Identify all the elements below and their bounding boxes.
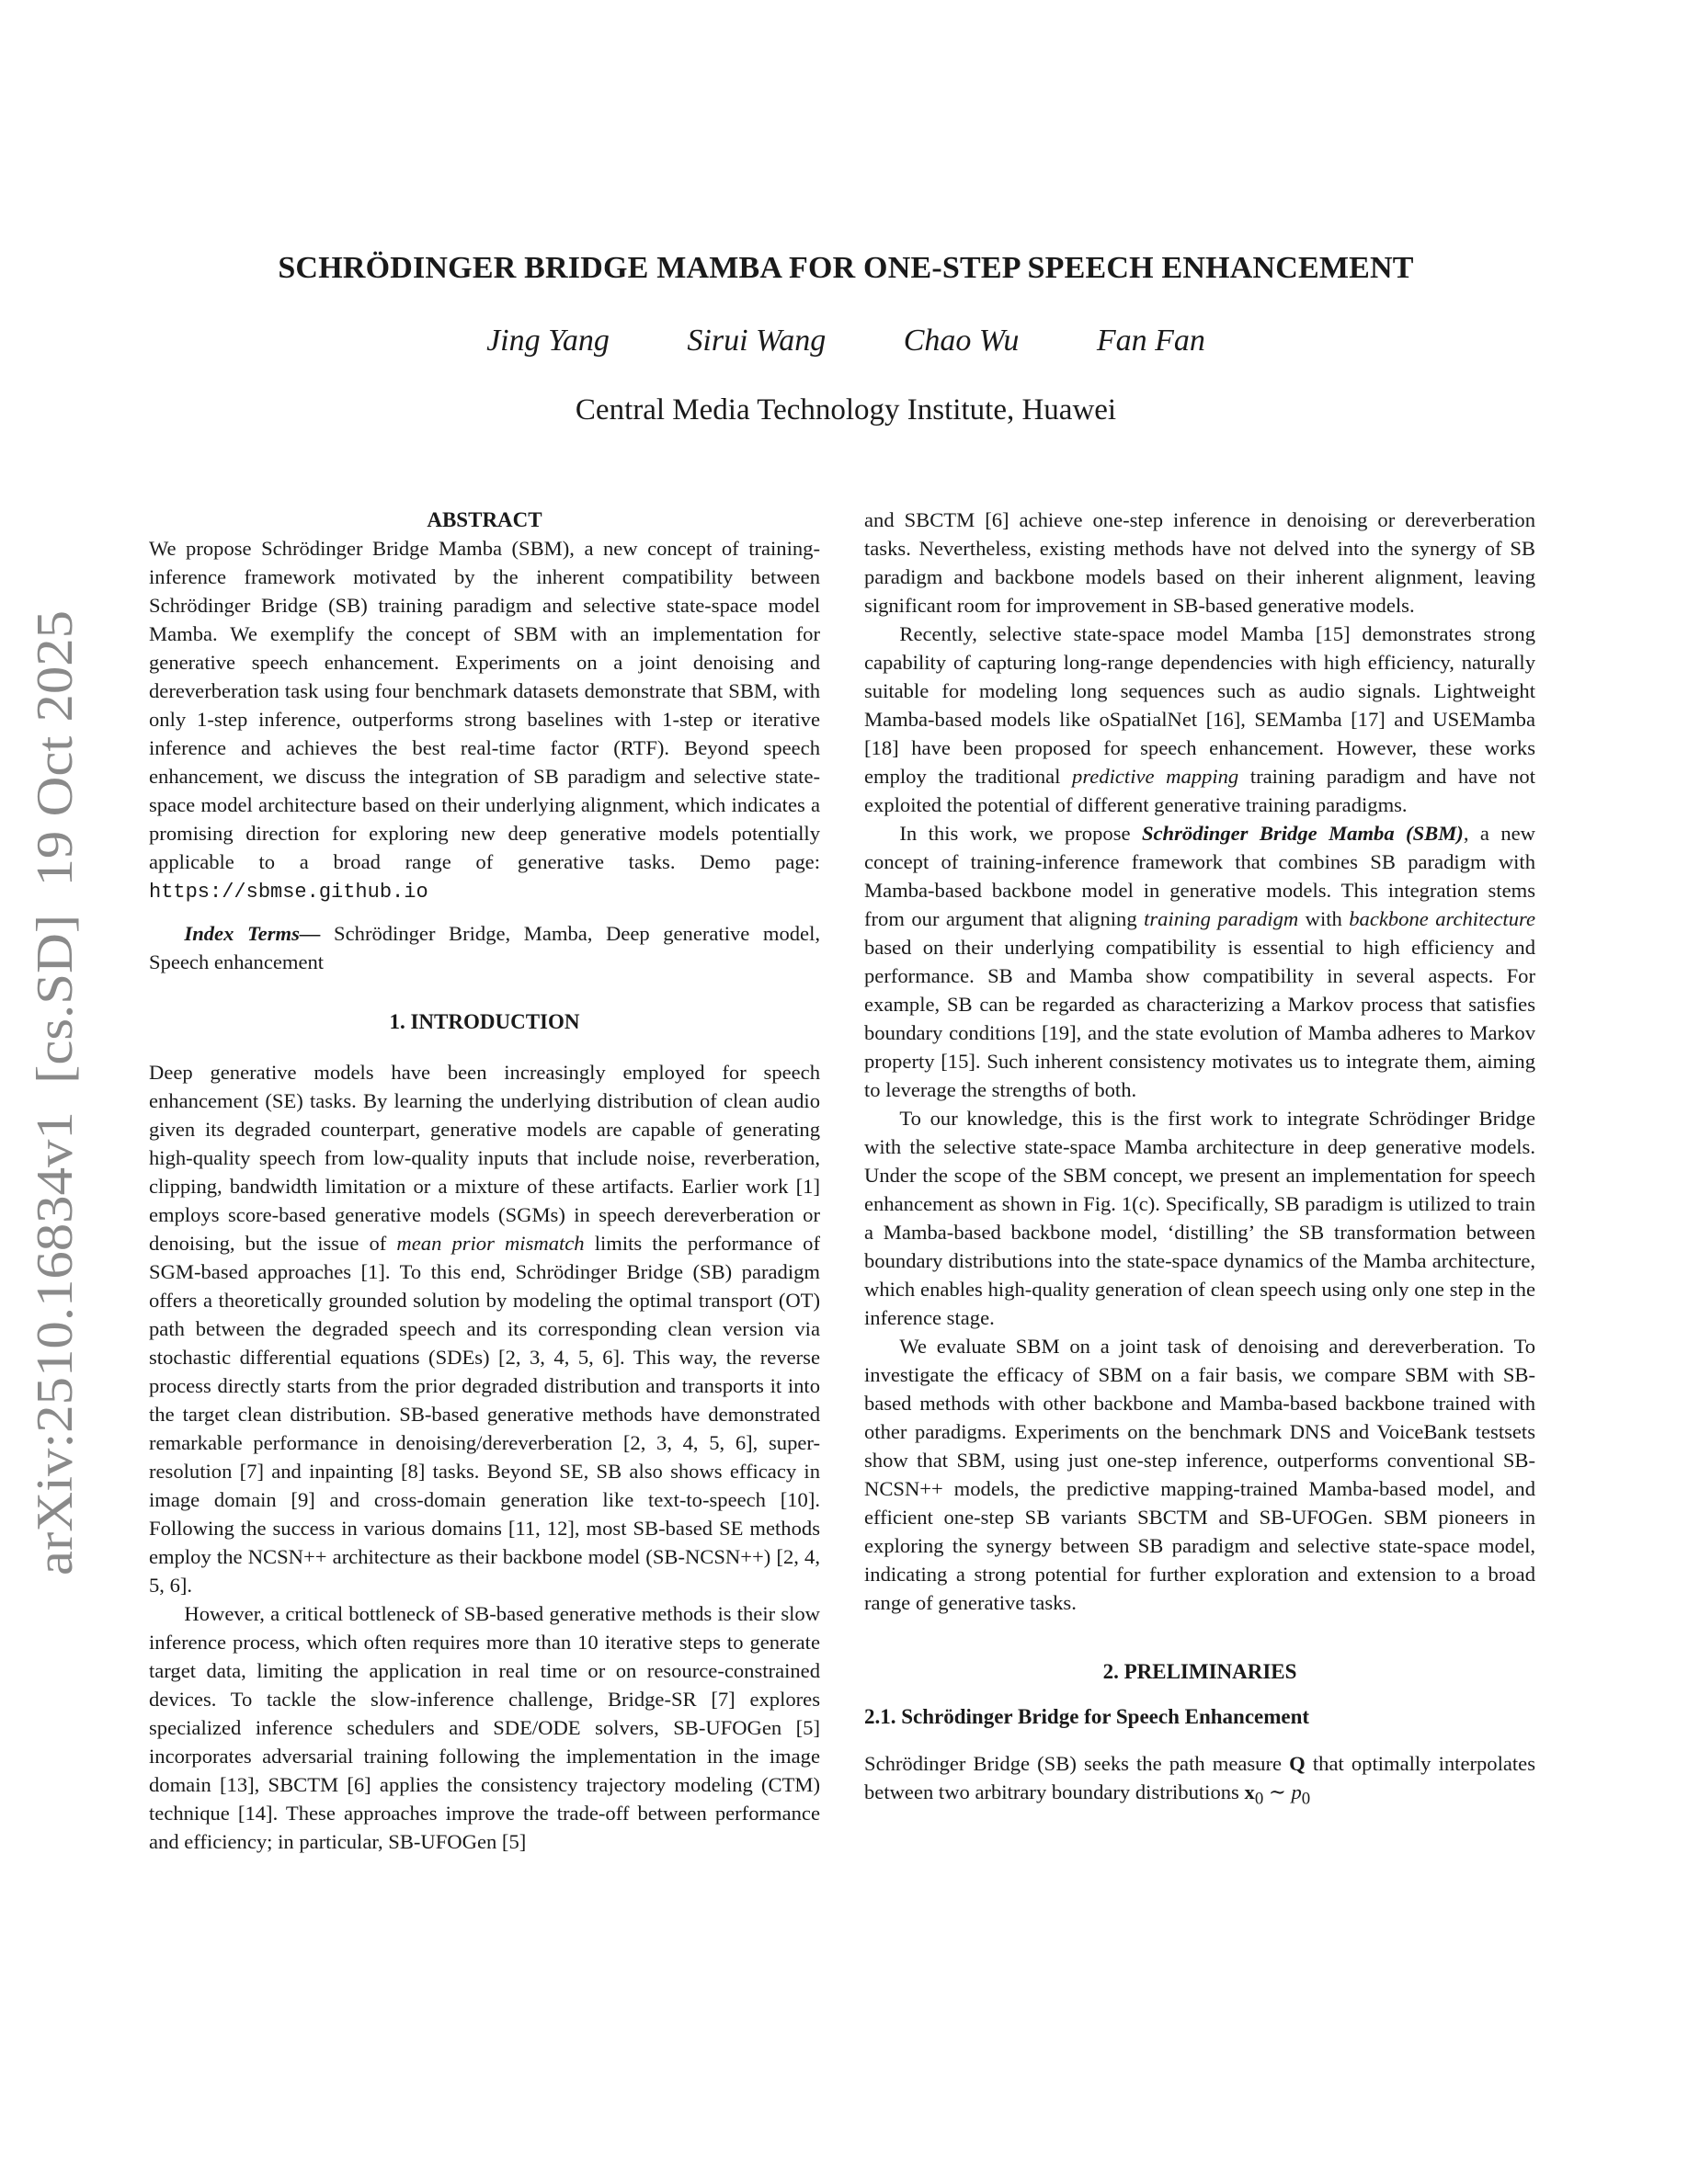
intro-paragraph-1 — [149, 1058, 820, 1599]
emphasis-text: backbone architecture — [1349, 907, 1535, 930]
paper-title: SCHRÖDINGER BRIDGE MAMBA FOR ONE-STEP SPEECH ENHANCEMENT — [278, 251, 1414, 285]
paragraph-text: limits the performance of SGM-based approaches [1]. To this end, Schrödinger Bridge (SB) paradigm offers a theoretically grounded solution by modeling the optimal transport (OT) path between the degraded speech and its corresponding clean version via stochastic differential equations (SDEs) [2, 3, 4, 5, 6]. This way, the reverse process directly starts from the prior degraded distribution and transports it into the target clean distribution. SB-based generative methods have demonstrated remarkable performance in denoising/dereverberation [2, 3, 4, 5, 6], super-resolution [7] and inpainting [8] tasks. Beyond SE, SB also shows efficacy in image domain [9] and cross-domain generation like text-to-speech [10]. Following the success in various domains [11, 12], most SB-based SE methods employ the NCSN++ architecture as their backbone model (SB-NCSN++) [2, 4, 5, 6]. — [149, 1232, 820, 1597]
math-distributed-as: ∼ — [1268, 1780, 1286, 1803]
paragraph-text: that optimally interpolates between two arbitrary boundary distributions — [864, 1752, 1535, 1803]
intro-paragraph-3 — [864, 620, 1535, 819]
intro-paragraph-5: To our knowledge, this is the first work to integrate Schrödinger Bridge with the selective state-space Mamba architecture in deep generative models. Under the scope of the SBM concept, we present an implementation for speech enhancement as shown in Fig. 1(c). Specifically, SB paradigm is utilized to train a Mamba-based backbone model, ‘distilling’ the SB transformation between boundary distributions into the state-space dynamics of the Mamba architecture, which enables high-quality generation of clean speech using only one step in the inference stage. — [864, 1107, 1535, 1329]
intro-paragraph-2-continued: and SBCTM [6] achieve one-step inference in denoising or dereverberation tasks. Nevertheless, existing methods have not delved into the synergy of SB paradigm and backbone models based on their inherent alignment, leaving significant room for improvement in SB-based generative models. — [864, 508, 1535, 617]
abstract-body — [149, 534, 820, 906]
math-x0: x — [1244, 1780, 1255, 1803]
arxiv-identifier-stamp — [17, 609, 86, 1579]
demo-page-link[interactable]: https://sbmse.github.io — [149, 881, 428, 904]
intro-paragraph-2: However, a critical bottleneck of SB-based generative methods is their slow inference process, which often requires more than 10 iterative steps to generate target data, limiting the application in real time or on resource-constrained devices. To tackle the slow-inference challenge, Bridge-SR [7] explores specialized inference schedulers and SDE/ODE solvers, SB-UFOGen [5] incorporates adversarial training following the implementation in the image domain [13], SBCTM [6] applies the consistency trajectory modeling (CTM) technique [14]. These approaches improve the trade-off between performance and efficiency; in particular, SB-UFOGen [5] — [149, 1602, 820, 1853]
index-terms — [149, 919, 820, 976]
math-p0: p — [1291, 1780, 1302, 1803]
math-subscript: 0 — [1301, 1789, 1311, 1809]
paragraph-text: , a new concept of training-inference framework that combines SB paradigm with Mamba-based backbone model in generative models. This integration stems from our argument that aligning — [864, 822, 1535, 930]
paragraph-text: Deep generative models have been increasingly employed for speech enhancement (SE) tasks. By learning the underlying distribution of clean audio given its degraded counterpart, generative models are capable of generating high-quality speech from low-quality inputs that include noise, reverberation, clipping, bandwidth limitation or a mixture of these artifacts. Earlier work [1] employs score-based generative models (SGMs) in speech dereverberation or denoising, but the issue of — [149, 1061, 820, 1255]
sbm-term: Schrödinger Bridge Mamba (SBM) — [1141, 822, 1464, 845]
abstract-text: We propose Schrödinger Bridge Mamba (SBM), a new concept of training-inference framework motivated by the inherent compatibility between Schrödinger Bridge (SB) training paradigm and selective state-space model Mamba. We exemplify the concept of SBM with an implementation for generative speech enhancement. Experiments on a joint denoising and dereverberation task using four benchmark datasets demonstrate that SBM, with only 1-step inference, outperforms strong baselines with 1-step or iterative inference and achieves the best real-time factor (RTF). Beyond speech enhancement, we discuss the integration of SB paradigm and selective state-space model architecture based on their underlying alignment, which indicates a promising direction for exploring new deep generative models potentially applicable to a broad range of generative tasks. Demo page: — [149, 537, 820, 873]
author-name: Sirui Wang — [687, 324, 827, 358]
emphasis-text: mean prior mismatch — [396, 1232, 585, 1255]
abstract-heading: ABSTRACT — [427, 508, 542, 531]
author-name: Jing Yang — [486, 324, 610, 358]
author-name: Chao Wu — [903, 324, 1020, 358]
right-column — [864, 506, 1535, 1814]
left-column — [149, 506, 820, 1856]
introduction-heading: 1. INTRODUCTION — [389, 1010, 580, 1033]
arxiv-identifier-text: arXiv:2510.16834v1 [cs.SD] 19 Oct 2025 — [27, 686, 84, 1575]
author-affiliation: Central Media Technology Institute, Huawei — [575, 393, 1117, 427]
author-list — [147, 324, 1545, 358]
paragraph-text: based on their underlying compatibility is essential to high efficiency and performance. SB and Mamba show compatibility in several aspects. For example, SB can be regarded as characterizing a Markov process that satisfies boundary conditions [19], and the state evolution of Mamba adheres to Markov property [15]. Such inherent consistency motivates us to integrate them, aiming to leverage the strengths of both. — [864, 936, 1535, 1101]
emphasis-text: training paradigm — [1144, 907, 1299, 930]
emphasis-text: predictive mapping — [1072, 765, 1239, 788]
paragraph-text: Schrödinger Bridge (SB) seeks the path measure — [864, 1752, 1283, 1775]
paragraph-text: In this work, we propose — [899, 822, 1131, 845]
subsection-heading: 2.1. Schrödinger Bridge for Speech Enhancement — [864, 1705, 1310, 1728]
paragraph-text: Recently, selective state-space model Mamba [15] demonstrates strong capability of capturing long-range dependencies with high efficiency, naturally suitable for modeling long sequences such as audio signals. Lightweight Mamba-based models like oSpatialNet [16], SEMamba [17] and USEMamba [18] have been proposed for speech enhancement. However, these works employ the traditional — [864, 622, 1535, 788]
math-subscript: 0 — [1254, 1789, 1264, 1809]
preliminaries-heading: 2. PRELIMINARIES — [1102, 1660, 1297, 1683]
path-measure-symbol: Q — [1289, 1752, 1306, 1775]
paragraph-text: with — [1305, 907, 1342, 930]
intro-paragraph-6: We evaluate SBM on a joint task of denoising and dereverberation. To investigate the efficacy of SBM on a fair basis, we compare SBM with SB-based methods with other backbone and Mamba-based backbone trained with other paradigms. Experiments on the benchmark DNS and VoiceBank testsets show that SBM, using just one-step inference, outperforms conventional SB-NCSN++ models, the predictive mapping-trained Mamba-based model, and efficient one-step SB variants SBCTM and SB-UFOGen. SBM pioneers in exploring the synergy between SB paradigm and selective state-space model, indicating a strong potential for further exploration and extension to a broad range of generative tasks. — [864, 1335, 1535, 1614]
index-terms-text: Schrödinger Bridge, Mamba, Deep generative model, Speech enhancement — [149, 922, 820, 973]
index-terms-label: Index Terms— — [184, 922, 321, 945]
prelim-paragraph-1 — [864, 1749, 1535, 1814]
intro-paragraph-4 — [864, 819, 1535, 1104]
author-name: Fan Fan — [1096, 324, 1205, 358]
paragraph-text: training paradigm and have not exploited the potential of different generative training paradigms. — [864, 765, 1535, 816]
